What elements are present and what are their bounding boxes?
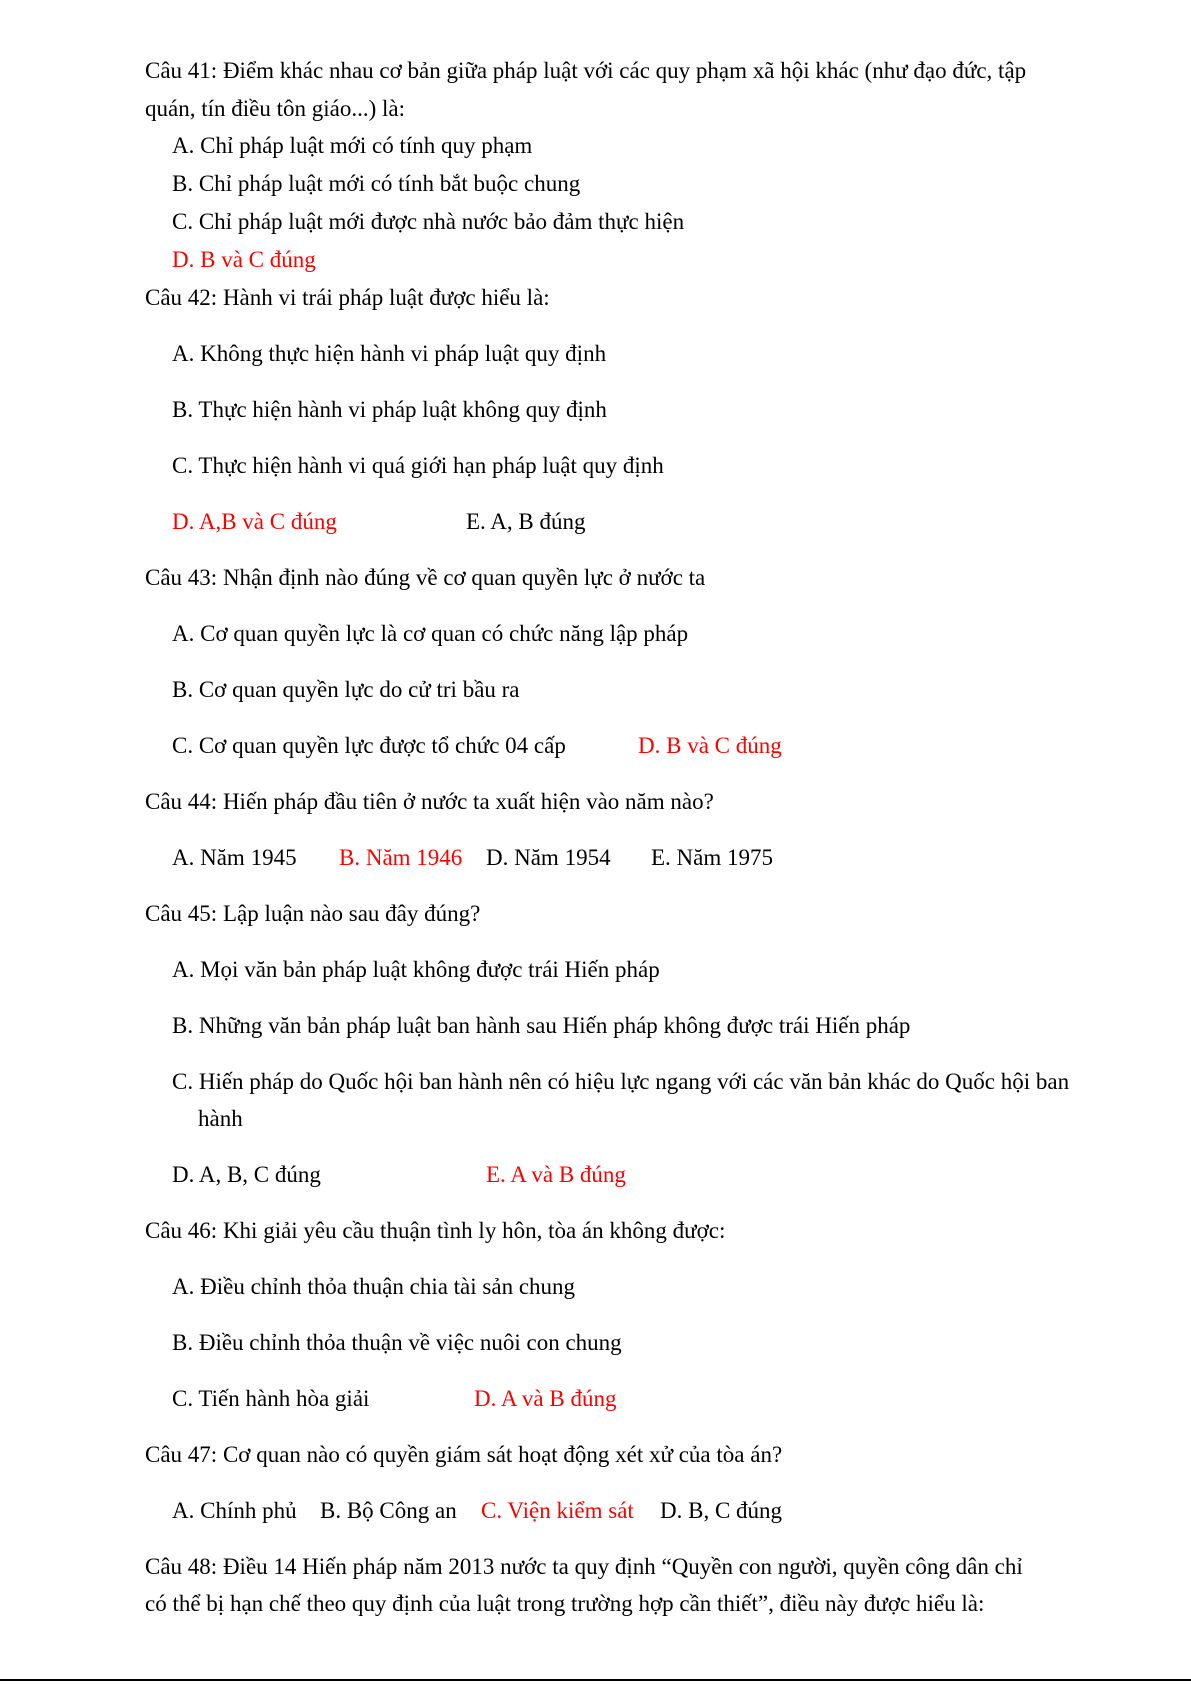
question-41-line-2: quán, tín điều tôn giáo...) là: [145,96,405,121]
option-45-e-answer: E. A và B đúng [486,1162,626,1187]
option-46-c: C. Tiến hành hòa giải [172,1386,370,1411]
option-42-b: B. Thực hiện hành vi pháp luật không quy định [172,397,607,422]
question-42: Câu 42: Hành vi trái pháp luật được hiểu là: [145,285,550,310]
option-45-c-line-2: hành [198,1106,243,1131]
option-44-e: E. Năm 1975 [651,845,774,870]
question-43: Câu 43: Nhận định nào đúng về cơ quan quyền lực ở nước ta [145,565,706,590]
question-45: Câu 45: Lập luận nào sau đây đúng? [145,901,481,926]
option-43-c: C. Cơ quan quyền lực được tổ chức 04 cấp [172,733,566,758]
option-41-a: A. Chỉ pháp luật mới có tính quy phạm [172,133,533,158]
option-41-c: C. Chỉ pháp luật mới được nhà nước bảo đảm thực hiện [172,209,685,234]
option-42-e: E. A, B đúng [466,509,586,534]
question-44: Câu 44: Hiến pháp đầu tiên ở nước ta xuất hiện vào năm nào? [145,789,714,814]
option-41-d-answer: D. B và C đúng [172,247,316,272]
option-44-d: D. Năm 1954 [486,845,611,870]
option-45-d: D. A, B, C đúng [172,1162,321,1187]
option-43-a: A. Cơ quan quyền lực là cơ quan có chức năng lập pháp [172,621,689,646]
question-47: Câu 47: Cơ quan nào có quyền giám sát hoạt động xét xử của tòa án? [145,1442,783,1467]
option-47-b: B. Bộ Công an [320,1498,457,1523]
option-45-c-line-1: C. Hiến pháp do Quốc hội ban hành nên có hiệu lực ngang với các văn bản khác do Quốc hội ban [172,1069,1070,1094]
option-47-c-answer: C. Viện kiểm sát [481,1498,634,1523]
option-45-a: A. Mọi văn bản pháp luật không được trái Hiến pháp [172,957,660,982]
question-48-line-2: có thể bị hạn chế theo quy định của luật trong trường hợp cần thiết”, điều này được hiểu là: [145,1591,985,1616]
option-46-b: B. Điều chỉnh thỏa thuận về việc nuôi con chung [172,1330,622,1355]
option-47-d: D. B, C đúng [660,1498,783,1523]
page-bottom-rule [0,1679,1191,1681]
option-47-a: A. Chính phủ [172,1498,297,1523]
option-45-b: B. Những văn bản pháp luật ban hành sau Hiến pháp không được trái Hiến pháp [172,1013,911,1038]
option-44-b-answer: B. Năm 1946 [339,845,463,870]
question-46: Câu 46: Khi giải yêu cầu thuận tình ly hôn, tòa án không được: [145,1218,726,1243]
option-41-b: B. Chỉ pháp luật mới có tính bắt buộc chung [172,171,581,196]
question-41-line-1: Câu 41: Điểm khác nhau cơ bản giữa pháp luật với các quy phạm xã hội khác (như đạo đức, tập [145,58,1027,83]
option-43-d-answer: D. B và C đúng [638,733,782,758]
option-42-a: A. Không thực hiện hành vi pháp luật quy định [172,341,607,366]
option-42-d-answer: D. A,B và C đúng [172,509,337,534]
option-46-a: A. Điều chỉnh thỏa thuận chia tài sản chung [172,1274,576,1299]
option-44-a: A. Năm 1945 [172,845,297,870]
option-42-c: C. Thực hiện hành vi quá giới hạn pháp luật quy định [172,453,664,478]
option-46-d-answer: D. A và B đúng [474,1386,617,1411]
question-48-line-1: Câu 48: Điều 14 Hiến pháp năm 2013 nước ta quy định “Quyền con người, quyền công dân chỉ [145,1554,1023,1579]
option-43-b: B. Cơ quan quyền lực do cử tri bầu ra [172,677,520,702]
